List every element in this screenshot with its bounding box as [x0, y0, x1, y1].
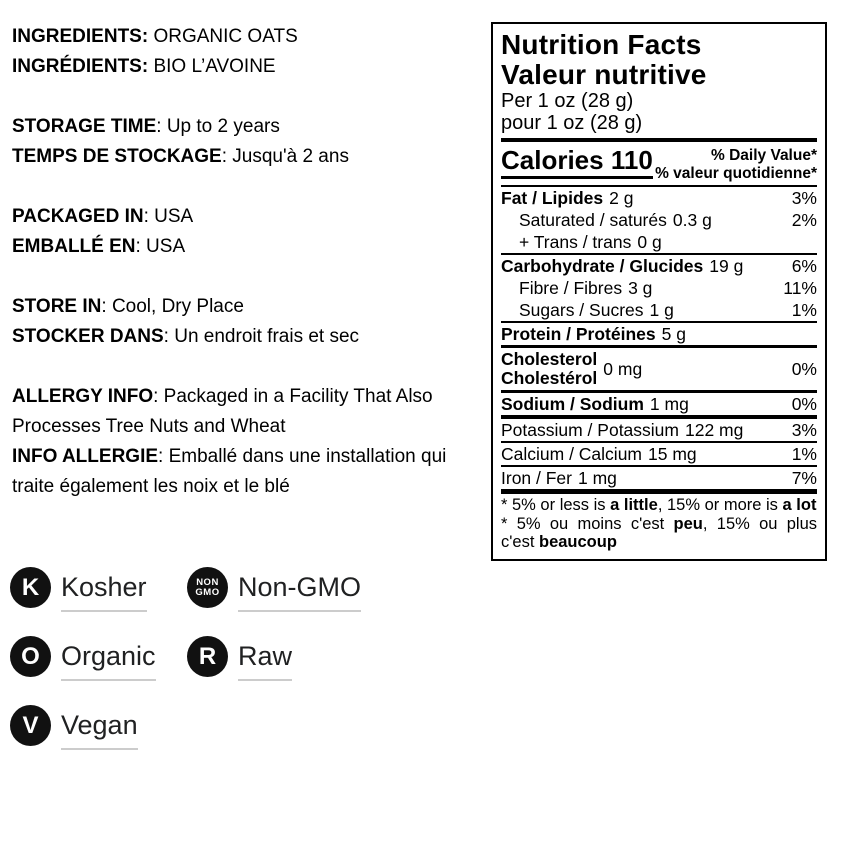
row-amount: 2 g	[609, 188, 634, 208]
certification-badges	[10, 567, 440, 750]
allergy-info-value-en: : Packaged in a Facility That Also Processes Tree Nuts and Wheat	[12, 386, 433, 437]
row-amount: 122 mg	[684, 420, 744, 440]
footnote-fr-bold2: beaucoup	[539, 533, 617, 551]
storage-time-label-fr: TEMPS DE STOCKAGE	[12, 146, 222, 167]
packaged-in-line-fr	[12, 232, 478, 262]
row-dv: 3%	[791, 420, 817, 440]
row-name: Carbohydrate / Glucides	[501, 256, 704, 276]
row-name: Protein / Protéines	[501, 324, 656, 344]
row-dv: 3%	[791, 188, 817, 208]
store-in-label-fr: STOCKER DANS	[12, 326, 164, 347]
nutrition-row-cholesterol	[501, 345, 817, 390]
storage-time-group	[12, 112, 478, 172]
nutrition-row-fat	[501, 187, 817, 209]
row-name: Calcium / Calcium	[501, 444, 642, 464]
daily-value-header-fr: % valeur quotidienne*	[655, 164, 817, 182]
nutrition-row-saturated	[501, 209, 817, 231]
row-amount: 19 g	[709, 256, 744, 276]
store-in-value-en: : Cool, Dry Place	[101, 296, 244, 317]
nutrition-row-sugars	[501, 299, 817, 321]
store-in-label-en: STORE IN	[12, 296, 102, 317]
row-name: Sugars / Sucres	[519, 300, 644, 320]
nutrition-row-protein	[501, 321, 817, 345]
serving-size-en: Per 1 oz (28 g)	[501, 90, 634, 112]
kosher-icon	[10, 567, 51, 608]
storage-time-value-fr: : Jusqu'à 2 ans	[221, 146, 349, 167]
row-name: Fat / Lipides	[501, 188, 604, 208]
thick-divider	[501, 138, 817, 142]
row-amount: 15 mg	[648, 444, 697, 464]
row-dv: 7%	[791, 468, 817, 488]
row-amount: 0.3 g	[672, 210, 712, 230]
nutrition-facts-panel	[491, 22, 827, 561]
footnote-en-mid: , 15% or more is	[657, 496, 783, 514]
row-amount: 1 g	[649, 300, 674, 320]
storage-time-line-fr	[12, 142, 478, 172]
storage-time-label-en: STORAGE TIME	[12, 116, 157, 137]
row-amount: 0 g	[637, 232, 662, 252]
daily-value-header-en: % Daily Value*	[711, 147, 817, 164]
badge-label-vegan: Vegan	[61, 705, 138, 750]
allergy-info-line-en	[12, 382, 478, 442]
packaged-in-label-en: PACKAGED IN	[12, 206, 144, 227]
allergy-info-group	[12, 382, 478, 502]
nutrition-row-trans	[501, 231, 817, 253]
storage-time-line-en	[12, 112, 478, 142]
nutrition-row-calcium	[501, 441, 817, 465]
badge-raw	[187, 636, 440, 681]
raw-icon-letter: R	[198, 642, 217, 670]
store-in-line-en	[12, 292, 478, 322]
non-gmo-icon-line2: GMO	[195, 586, 220, 598]
row-dv: 11%	[783, 278, 817, 298]
ingredients-line-en	[12, 22, 478, 52]
packaged-in-label-fr: EMBALLÉ EN	[12, 236, 136, 257]
row-name: + Trans / trans	[519, 232, 632, 252]
cholesterol-name-fr: Cholestérol	[501, 368, 598, 388]
raw-icon	[187, 636, 228, 677]
ingredients-line-fr	[12, 52, 478, 82]
vegan-icon-letter: V	[22, 711, 39, 739]
ingredients-group	[12, 22, 478, 82]
footnotes	[501, 489, 817, 552]
nutrition-row-carbohydrate	[501, 253, 817, 277]
footnote-en-text: * 5% or less is	[501, 496, 611, 514]
footnote-fr-text: * 5% ou moins c'est	[501, 514, 674, 533]
row-dv: 1%	[791, 444, 817, 464]
allergy-info-label-en: ALLERGY INFO	[12, 386, 154, 407]
store-in-value-fr: : Un endroit frais et sec	[163, 326, 360, 347]
row-amount: 1 mg	[649, 394, 689, 414]
badge-vegan	[10, 705, 187, 750]
cholesterol-names	[501, 350, 597, 388]
ingredients-label-fr: INGRÉDIENTS:	[12, 56, 149, 77]
organic-icon	[10, 636, 51, 677]
non-gmo-icon-line1: NON	[196, 576, 219, 588]
footnote-fr	[501, 515, 817, 552]
daily-value-header	[655, 146, 817, 182]
footnote-en-bold1: a little	[610, 496, 658, 514]
non-gmo-icon	[187, 567, 228, 608]
badge-kosher	[10, 567, 187, 612]
storage-time-value-en: : Up to 2 years	[156, 116, 280, 137]
packaged-in-value-en: : USA	[143, 206, 194, 227]
ingredients-value-en: ORGANIC OATS	[148, 26, 298, 47]
nutrition-row-iron	[501, 465, 817, 489]
row-dv: 2%	[791, 210, 817, 230]
row-amount: 5 g	[661, 324, 686, 344]
nutrition-title-fr: Valeur nutritive	[501, 59, 707, 90]
nutrition-row-fibre	[501, 277, 817, 299]
cholesterol-name-en: Cholesterol	[501, 349, 598, 369]
calories-row	[501, 144, 817, 187]
row-dv: 0%	[791, 359, 817, 379]
vegan-icon	[10, 705, 51, 746]
kosher-icon-letter: K	[21, 573, 40, 601]
ingredients-label-en: INGREDIENTS:	[12, 26, 149, 47]
badge-label-raw: Raw	[238, 636, 292, 681]
nutrition-title-en: Nutrition Facts	[501, 29, 702, 60]
row-amount: 3 g	[628, 278, 653, 298]
nutrition-row-potassium	[501, 415, 817, 441]
badge-label-organic: Organic	[61, 636, 156, 681]
packaged-in-group	[12, 202, 478, 262]
row-amount: 1 mg	[578, 468, 617, 488]
store-in-group	[12, 292, 478, 352]
row-amount: 0 mg	[603, 359, 643, 379]
nutrition-row-sodium	[501, 390, 817, 415]
row-name: Iron / Fer	[501, 468, 572, 488]
product-info-column	[12, 22, 478, 532]
packaged-in-value-fr: : USA	[135, 236, 186, 257]
allergy-info-value-fr: : Emballé dans une installation qui traite également les noix et le blé	[12, 446, 447, 497]
row-dv: 6%	[791, 256, 817, 276]
footnote-en-bold2: a lot	[782, 496, 817, 514]
badge-label-kosher: Kosher	[61, 567, 147, 612]
footnote-fr-mid: , 15% ou plus c'est	[501, 514, 818, 551]
row-name: Fibre / Fibres	[519, 278, 623, 298]
serving-size-fr: pour 1 oz (28 g)	[501, 112, 643, 134]
allergy-info-label-fr: INFO ALLERGIE	[12, 446, 159, 467]
row-name: Potassium / Potassium	[501, 420, 679, 440]
organic-icon-letter: O	[21, 642, 40, 670]
ingredients-value-fr: BIO L’AVOINE	[148, 56, 276, 77]
badge-label-non-gmo: Non-GMO	[238, 567, 361, 612]
calories-value: Calories 110	[501, 146, 653, 179]
store-in-line-fr	[12, 322, 478, 352]
row-name: Sodium / Sodium	[501, 394, 644, 414]
footnote-en	[501, 496, 817, 515]
row-name: Saturated / saturés	[519, 210, 667, 230]
allergy-info-line-fr	[12, 442, 478, 502]
row-dv: 0%	[791, 394, 817, 414]
badge-non-gmo	[187, 567, 440, 612]
packaged-in-line-en	[12, 202, 478, 232]
badge-organic	[10, 636, 187, 681]
footnote-fr-bold1: peu	[673, 514, 703, 533]
row-dv: 1%	[791, 300, 817, 320]
